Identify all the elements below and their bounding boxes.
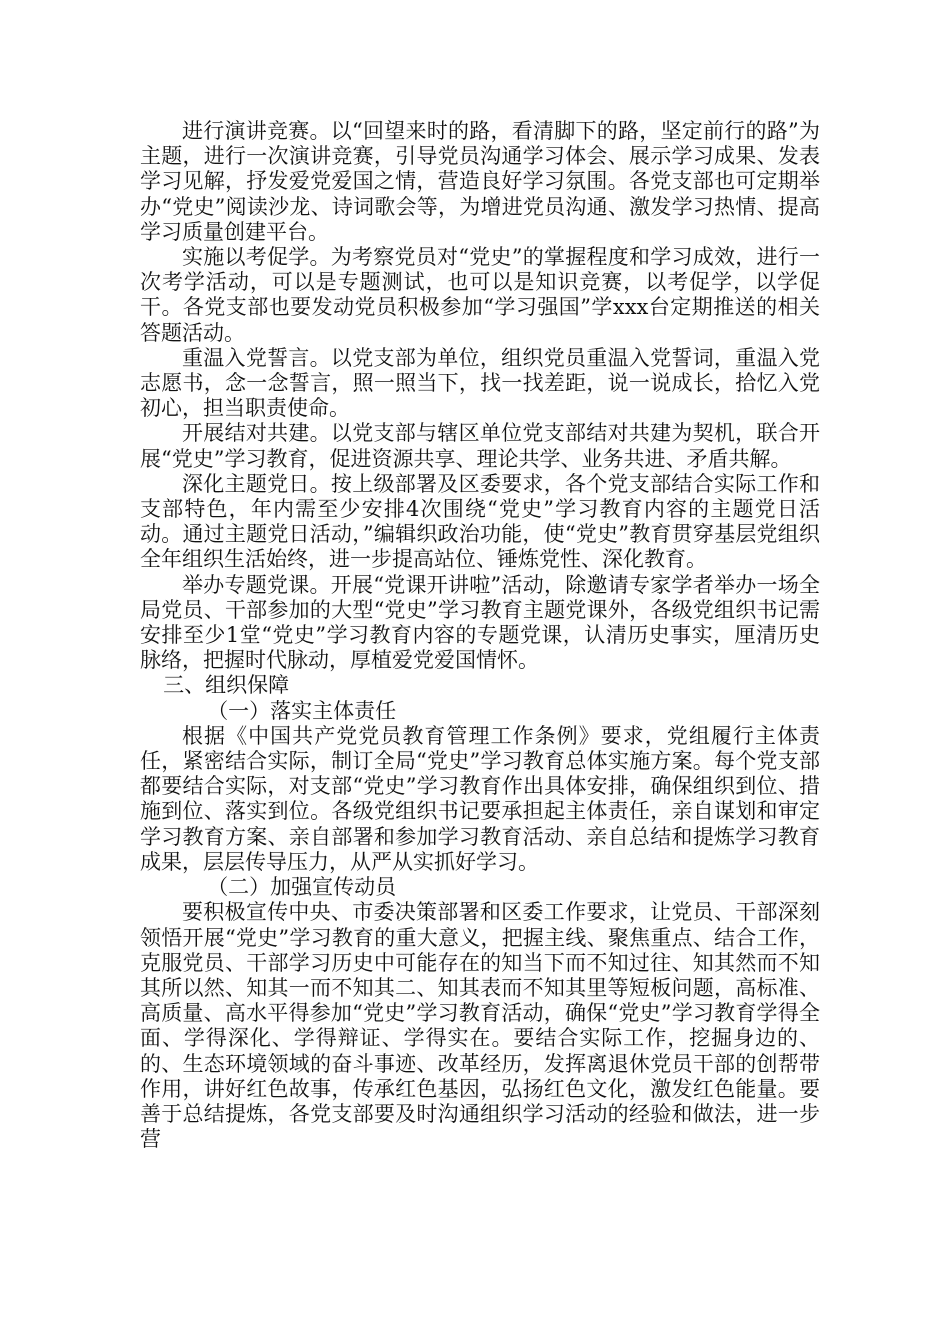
subsection-2-title: （二）加强宣传动员 — [207, 875, 397, 900]
section-heading: 三、组织保障 — [163, 673, 290, 698]
subsection-2-body: 要积极宣传中央、市委决策部署和区委工作要求，让党员、干部深刻领悟开展“党史”学习教育的重大意义，把握主线、聚焦重点、结合工作，克服党员、干部学习历史中可能存在的知当下而不知过往、知其然而不知其所以然、知其一而不知其二、知其表而不知其里等短板问题，高标准、高质量、高水平得参加“党史”学习教育活动，确保“党史”学习教育学得全面、学得深化、学得辩证、学得实在。要结合实际工作，挖掘身边的、 的、生态环境领域的奋斗事迹、改革经历，发挥离退休党员干部的创帮带作用，讲好红色故事，传承红色基因，弘扬红色文化，激发红色能量。要善于总结提炼，各党支部要及时沟通组织学习活动的经验和做法，进一步营 — [140, 900, 820, 1152]
paragraph-joint-building: 开展结对共建。以党支部与辖区单位党支部结对共建为契机，联合开展“党史”学习教育，促进资源共享、理论共学、业务共进、矛盾共解。 — [140, 421, 820, 471]
paragraph-exam-promote-study: 实施以考促学。为考察党员对“党史”的掌握程度和学习成效，进行一次考学活动，可以是专题测试，也可以是知识竞赛，以考促学，以学促干。各党支部也要发动党员积极参加“学习强国”学xxx台定期推送的相关答题活动。 — [140, 245, 820, 345]
paragraph-oath-review: 重温入党誓言。以党支部为单位，组织党员重温入党誓词，重温入党志愿书，念一念誓言，照一照当下，找一找差距，说一说成长，拾忆入党初心，担当职责使命。 — [140, 345, 820, 421]
paragraph-speech-contest: 进行演讲竞赛。以“回望来时的路，看清脚下的路，坚定前行的路”为主题，进行一次演讲竞赛，引导党员沟通学习体会、展示学习成果、发表学习见解，抒发爱党爱国之情，营造良好学习氛围。各党支部也可定期举办“党史”阅读沙龙、诗词歌会等，为增进党员沟通、激发学习热情、提高学习质量创建平台。 — [140, 119, 820, 244]
subsection-1-body: 根据《中国共产党党员教育管理工作条例》要求，党组履行主体责任，紧密结合实际，制订全局“党史”学习教育总体实施方案。每个党支部都要结合实际，对支部“党史”学习教育作出具体安排，确保组织到位、措施到位、落实到位。各级党组织书记要承担起主体责任，亲自谋划和审定学习教育方案、亲自部署和参加学习教育活动、亲自总结和提炼学习教育成果，层层传导压力，从严从实抓好学习。 — [140, 723, 820, 874]
paragraph-theme-party-day: 深化主题党日。按上级部署及区委要求，各个党支部结合实际工作和支部特色，年内需至少安排4次围绕“党史”学习教育内容的主题党日活动。通过主题党日活动，”编辑织政治功能，使“党史”教育贯穿基层党组织全年组织生活始终，进一步提高站位、锤炼党性、深化教育。 — [140, 471, 820, 572]
subsection-1-title: （一）落实主体责任 — [207, 698, 397, 723]
paragraph-special-party-lecture: 举办专题党课。开展“党课开讲啦”活动，除邀请专家学者举办一场全局党员、干部参加的大型“党史”学习教育主题党课外，各级党组织书记需安排至少1堂“党史”学习教育内容的专题党课，认清历史事实，厘清历史脉络，把握时代脉动，厚植爱党爱国情怀。 — [140, 572, 820, 673]
document-body — [140, 119, 820, 1152]
